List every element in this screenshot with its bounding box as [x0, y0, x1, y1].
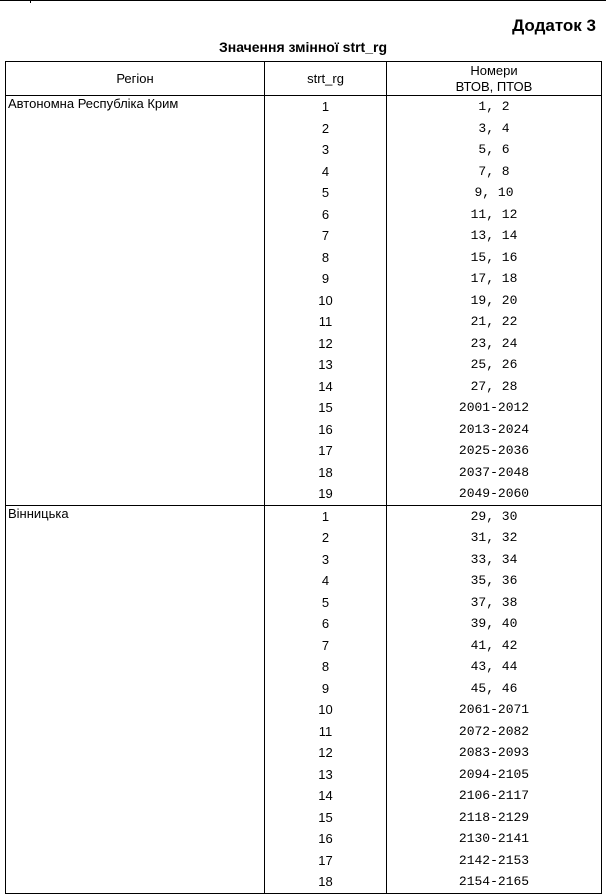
code-cell: 3 — [265, 549, 387, 571]
region-cell-empty — [6, 549, 265, 571]
table-row — [6, 699, 602, 721]
table-title: Значення змінної strt_rg — [218, 39, 388, 55]
numbers-cell: 29, 30 — [387, 505, 602, 527]
numbers-cell: 23, 24 — [387, 333, 602, 355]
numbers-cell: 2083-2093 — [387, 742, 602, 764]
region-cell-empty — [6, 247, 265, 269]
numbers-cell: 41, 42 — [387, 635, 602, 657]
numbers-cell: 37, 38 — [387, 592, 602, 614]
code-cell: 10 — [265, 290, 387, 312]
table-row — [6, 225, 602, 247]
code-cell: 16 — [265, 828, 387, 850]
numbers-cell: 5, 6 — [387, 139, 602, 161]
code-cell: 5 — [265, 592, 387, 614]
region-cell-empty — [6, 311, 265, 333]
table-row — [6, 483, 602, 505]
code-cell: 11 — [265, 721, 387, 743]
table-row — [6, 721, 602, 743]
region-cell-empty — [6, 807, 265, 829]
region-cell-empty — [6, 635, 265, 657]
region-cell-empty — [6, 527, 265, 549]
region-cell: Автономна Республіка Крим — [6, 96, 265, 118]
numbers-cell: 33, 34 — [387, 549, 602, 571]
table-row — [6, 118, 602, 140]
table-row — [6, 268, 602, 290]
table-row — [6, 828, 602, 850]
code-cell: 7 — [265, 635, 387, 657]
region-cell-empty — [6, 268, 265, 290]
code-cell: 2 — [265, 527, 387, 549]
appendix-label: Додаток 3 — [512, 16, 596, 35]
code-cell: 7 — [265, 225, 387, 247]
region-cell-empty — [6, 182, 265, 204]
table-row — [6, 139, 602, 161]
table-row — [6, 613, 602, 635]
table-row — [6, 397, 602, 419]
code-cell: 16 — [265, 419, 387, 441]
region-cell-empty — [6, 656, 265, 678]
table-row — [6, 850, 602, 872]
table-row — [6, 505, 602, 527]
table-row — [6, 204, 602, 226]
numbers-cell: 19, 20 — [387, 290, 602, 312]
table-row — [6, 527, 602, 549]
header-numbers-line2: ВТОВ, ПТОВ — [455, 78, 533, 94]
code-cell: 18 — [265, 462, 387, 484]
numbers-cell: 1, 2 — [387, 96, 602, 118]
region-cell-empty — [6, 785, 265, 807]
code-cell: 1 — [265, 505, 387, 527]
table-body — [6, 96, 602, 894]
region-cell-empty — [6, 139, 265, 161]
region-cell-empty — [6, 290, 265, 312]
numbers-cell: 2106-2117 — [387, 785, 602, 807]
code-cell: 13 — [265, 354, 387, 376]
numbers-cell: 25, 26 — [387, 354, 602, 376]
header-code: strt_rg — [265, 62, 387, 96]
code-cell: 1 — [265, 96, 387, 118]
table-row — [6, 440, 602, 462]
numbers-cell: 31, 32 — [387, 527, 602, 549]
regions-table — [5, 61, 602, 894]
region-cell-empty — [6, 118, 265, 140]
numbers-cell: 11, 12 — [387, 204, 602, 226]
code-cell: 6 — [265, 204, 387, 226]
region-cell-empty — [6, 419, 265, 441]
numbers-cell: 15, 16 — [387, 247, 602, 269]
region-cell-empty — [6, 376, 265, 398]
header-region: Регіон — [6, 62, 265, 96]
numbers-cell: 3, 4 — [387, 118, 602, 140]
code-cell: 6 — [265, 613, 387, 635]
code-cell: 17 — [265, 850, 387, 872]
numbers-cell: 2061-2071 — [387, 699, 602, 721]
numbers-cell: 35, 36 — [387, 570, 602, 592]
page-top-rule-tick — [30, 0, 31, 3]
region-cell-empty — [6, 225, 265, 247]
numbers-cell: 2142-2153 — [387, 850, 602, 872]
region-cell-empty — [6, 764, 265, 786]
region-cell-empty — [6, 613, 265, 635]
numbers-cell: 2130-2141 — [387, 828, 602, 850]
code-cell: 15 — [265, 397, 387, 419]
numbers-cell: 2025-2036 — [387, 440, 602, 462]
numbers-cell: 27, 28 — [387, 376, 602, 398]
region-cell-empty — [6, 483, 265, 505]
region-cell-empty — [6, 397, 265, 419]
table-row — [6, 462, 602, 484]
table-row — [6, 333, 602, 355]
code-cell: 18 — [265, 871, 387, 893]
header-numbers-line1: Номери — [470, 62, 518, 78]
table-row — [6, 764, 602, 786]
header-numbers — [387, 62, 602, 96]
code-cell: 4 — [265, 161, 387, 183]
numbers-cell: 2154-2165 — [387, 871, 602, 893]
code-cell: 10 — [265, 699, 387, 721]
region-cell-empty — [6, 871, 265, 893]
table-row — [6, 570, 602, 592]
table-row — [6, 311, 602, 333]
code-cell: 17 — [265, 440, 387, 462]
page-top-rule — [0, 0, 606, 5]
region-cell-empty — [6, 462, 265, 484]
table-row — [6, 376, 602, 398]
table-row — [6, 96, 602, 118]
table-row — [6, 549, 602, 571]
region-cell-empty — [6, 204, 265, 226]
table-header-row — [6, 62, 602, 96]
table-row — [6, 592, 602, 614]
numbers-cell: 2001-2012 — [387, 397, 602, 419]
table-row — [6, 635, 602, 657]
table-row — [6, 419, 602, 441]
numbers-cell: 39, 40 — [387, 613, 602, 635]
code-cell: 14 — [265, 376, 387, 398]
region-cell-empty — [6, 699, 265, 721]
numbers-cell: 13, 14 — [387, 225, 602, 247]
numbers-cell: 2037-2048 — [387, 462, 602, 484]
table-row — [6, 785, 602, 807]
region-cell-empty — [6, 721, 265, 743]
numbers-cell: 2049-2060 — [387, 483, 602, 505]
table-row — [6, 247, 602, 269]
code-cell: 12 — [265, 742, 387, 764]
table-row — [6, 807, 602, 829]
code-cell: 9 — [265, 268, 387, 290]
region-cell-empty — [6, 570, 265, 592]
table-row — [6, 656, 602, 678]
code-cell: 13 — [265, 764, 387, 786]
numbers-cell: 2072-2082 — [387, 721, 602, 743]
numbers-cell: 2094-2105 — [387, 764, 602, 786]
numbers-cell: 2118-2129 — [387, 807, 602, 829]
table-row — [6, 354, 602, 376]
region-cell-empty — [6, 354, 265, 376]
numbers-cell: 2013-2024 — [387, 419, 602, 441]
code-cell: 9 — [265, 678, 387, 700]
code-cell: 12 — [265, 333, 387, 355]
region-cell-empty — [6, 440, 265, 462]
code-cell: 2 — [265, 118, 387, 140]
region-cell-empty — [6, 828, 265, 850]
code-cell: 8 — [265, 656, 387, 678]
table-row — [6, 290, 602, 312]
region-cell-empty — [6, 678, 265, 700]
region-cell-empty — [6, 850, 265, 872]
region-cell-empty — [6, 742, 265, 764]
code-cell: 8 — [265, 247, 387, 269]
code-cell: 19 — [265, 483, 387, 505]
region-cell-empty — [6, 333, 265, 355]
numbers-cell: 7, 8 — [387, 161, 602, 183]
code-cell: 5 — [265, 182, 387, 204]
numbers-cell: 45, 46 — [387, 678, 602, 700]
region-cell-empty — [6, 161, 265, 183]
region-cell: Вінницька — [6, 505, 265, 527]
numbers-cell: 43, 44 — [387, 656, 602, 678]
table-row — [6, 871, 602, 893]
table-row — [6, 161, 602, 183]
code-cell: 14 — [265, 785, 387, 807]
table-row — [6, 182, 602, 204]
numbers-cell: 9, 10 — [387, 182, 602, 204]
code-cell: 4 — [265, 570, 387, 592]
numbers-cell: 21, 22 — [387, 311, 602, 333]
table-row — [6, 678, 602, 700]
table-row — [6, 742, 602, 764]
code-cell: 15 — [265, 807, 387, 829]
code-cell: 3 — [265, 139, 387, 161]
numbers-cell: 17, 18 — [387, 268, 602, 290]
region-cell-empty — [6, 592, 265, 614]
code-cell: 11 — [265, 311, 387, 333]
